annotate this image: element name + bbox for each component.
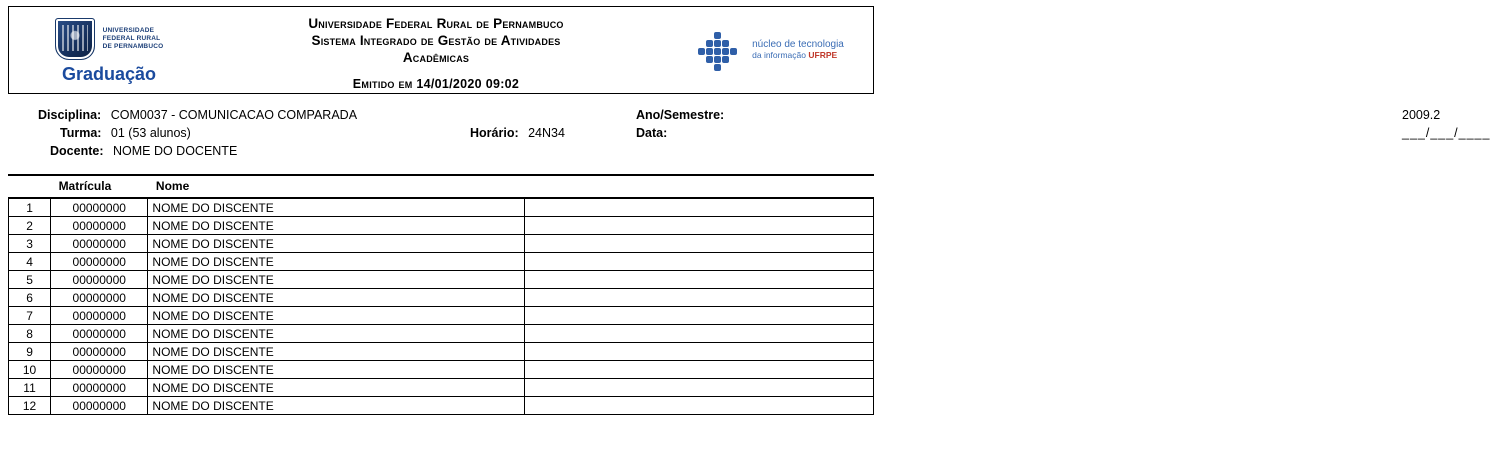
docente-value: NOME DO DOCENTE — [112, 144, 238, 158]
cell-index: 3 — [9, 235, 51, 253]
col-header-blank — [524, 176, 873, 198]
cell-matricula: 00000000 — [51, 325, 148, 343]
cell-nome: NOME DO DISCENTE — [148, 361, 525, 379]
data-value: ___/___/____ — [1402, 126, 1490, 140]
issued-timestamp: Emitido em 14/01/2020 09:02 — [352, 77, 520, 91]
table-row — [9, 217, 874, 235]
cell-signature[interactable] — [524, 271, 873, 289]
university-crest-icon — [55, 18, 95, 60]
cell-index: 6 — [9, 289, 51, 307]
table-body — [9, 198, 874, 415]
cell-matricula: 00000000 — [51, 253, 148, 271]
table-row — [9, 379, 874, 397]
cell-index: 12 — [9, 397, 51, 415]
turma-label: Turma: — [60, 126, 102, 140]
ano-semestre-label: Ano/Semestre: — [636, 108, 725, 122]
header-title-line-1: Universidade Federal Rural de Pernambuco — [308, 16, 564, 31]
cell-nome: NOME DO DISCENTE — [148, 235, 525, 253]
cell-signature[interactable] — [524, 307, 873, 325]
nti-logo-block — [663, 7, 873, 93]
cell-signature[interactable] — [524, 235, 873, 253]
table-row — [9, 235, 874, 253]
table-row — [9, 325, 874, 343]
table-row — [9, 307, 874, 325]
data-label: Data: — [636, 126, 668, 140]
data-row — [636, 126, 1490, 140]
cell-nome: NOME DO DISCENTE — [148, 289, 525, 307]
cell-nome: NOME DO DISCENTE — [148, 253, 525, 271]
cell-signature[interactable] — [524, 289, 873, 307]
document-header — [8, 6, 874, 94]
cell-nome: NOME DO DISCENTE — [148, 307, 525, 325]
nti-dots-icon — [692, 30, 746, 70]
table-row — [9, 343, 874, 361]
cell-signature[interactable] — [524, 217, 873, 235]
cell-signature[interactable] — [524, 325, 873, 343]
cell-matricula: 00000000 — [51, 271, 148, 289]
cell-index: 2 — [9, 217, 51, 235]
university-brand-text — [103, 27, 164, 51]
docente-row — [50, 144, 237, 158]
disciplina-value: COM0037 - COMUNICACAO COMPARADA — [110, 108, 358, 122]
cell-nome: NOME DO DISCENTE — [148, 343, 525, 361]
brand-line-1: UNIVERSIDADE — [102, 26, 155, 34]
docente-label: Docente: — [50, 144, 104, 158]
cell-signature[interactable] — [524, 198, 873, 217]
table-row — [9, 271, 874, 289]
cell-index: 1 — [9, 198, 51, 217]
cell-signature[interactable] — [524, 343, 873, 361]
cell-nome: NOME DO DISCENTE — [148, 397, 525, 415]
cell-index: 9 — [9, 343, 51, 361]
brand-line-3: DE PERNAMBUCO — [102, 42, 164, 50]
cell-index: 10 — [9, 361, 51, 379]
ano-semestre-row — [636, 108, 1441, 122]
cell-matricula: 00000000 — [51, 361, 148, 379]
col-header-index — [9, 176, 51, 198]
table-row — [9, 397, 874, 415]
cell-matricula: 00000000 — [51, 217, 148, 235]
cell-matricula: 00000000 — [51, 343, 148, 361]
turma-value: 01 (53 alunos) — [110, 126, 191, 140]
disciplina-label: Disciplina: — [38, 108, 102, 122]
nti-line-1: núcleo de tecnologia — [752, 39, 844, 50]
cell-index: 7 — [9, 307, 51, 325]
horario-value: 24N34 — [528, 126, 565, 140]
student-list-table-wrapper — [8, 174, 874, 415]
horario-row — [470, 126, 565, 140]
cell-nome: NOME DO DISCENTE — [148, 325, 525, 343]
table-header-row — [9, 176, 874, 198]
table-row — [9, 198, 874, 217]
table-row — [9, 253, 874, 271]
education-level-label: Graduação — [61, 63, 157, 84]
horario-label: Horário: — [470, 126, 519, 140]
cell-matricula: 00000000 — [51, 289, 148, 307]
cell-nome: NOME DO DISCENTE — [148, 217, 525, 235]
cell-index: 4 — [9, 253, 51, 271]
cell-signature[interactable] — [524, 361, 873, 379]
cell-matricula: 00000000 — [51, 379, 148, 397]
nti-brand: UFRPE — [808, 50, 838, 60]
disciplina-row — [38, 108, 357, 122]
cell-signature[interactable] — [524, 379, 873, 397]
header-logo-block — [9, 7, 209, 93]
header-title-line-2: Sistema Integrado de Gestão de Atividades — [311, 33, 561, 48]
header-titles — [209, 7, 663, 93]
cell-nome: NOME DO DISCENTE — [148, 198, 525, 217]
cell-signature[interactable] — [524, 397, 873, 415]
class-info-block — [8, 108, 1490, 164]
university-brand — [55, 18, 164, 60]
col-header-nome: Nome — [155, 179, 190, 193]
nti-text — [752, 39, 844, 61]
brand-line-2: FEDERAL RURAL — [102, 34, 161, 42]
document-page — [0, 6, 1490, 454]
table-row — [9, 289, 874, 307]
nti-line-2: da informação — [752, 50, 806, 60]
cell-index: 11 — [9, 379, 51, 397]
cell-matricula: 00000000 — [51, 307, 148, 325]
cell-matricula: 00000000 — [51, 235, 148, 253]
cell-index: 8 — [9, 325, 51, 343]
cell-nome: NOME DO DISCENTE — [148, 271, 525, 289]
cell-signature[interactable] — [524, 253, 873, 271]
cell-index: 5 — [9, 271, 51, 289]
header-title-line-3: Acadêmicas — [402, 50, 470, 65]
cell-matricula: 00000000 — [51, 198, 148, 217]
cell-matricula: 00000000 — [51, 397, 148, 415]
table-row — [9, 361, 874, 379]
cell-nome: NOME DO DISCENTE — [148, 379, 525, 397]
turma-row — [60, 126, 191, 140]
table-head — [9, 176, 874, 198]
student-list-table — [8, 176, 874, 415]
ano-semestre-value: 2009.2 — [1402, 108, 1441, 122]
col-header-matricula: Matrícula — [58, 179, 112, 193]
